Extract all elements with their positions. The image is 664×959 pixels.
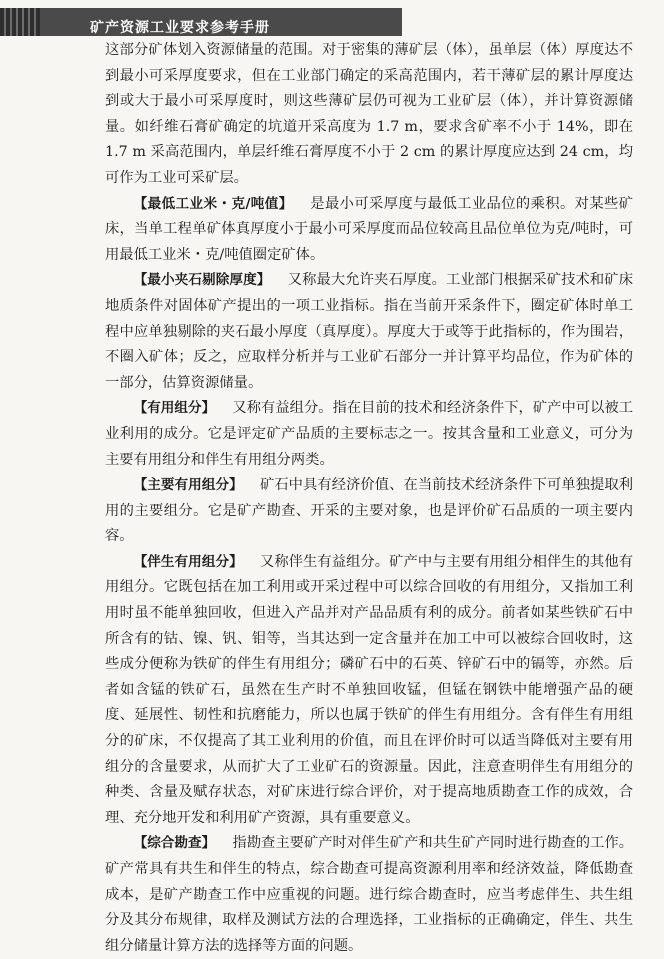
paragraph: [105, 550, 633, 832]
paragraph-text: 又称最大允许夹石厚度。工业部门根据采矿技术和矿床地质条件对固体矿产提出的一项工业指标。指在当前开采条件下，圈定矿体时单工程中应单独剔除的夹石最小厚度（真厚度）。厚度大于或等于此指标的，作为围岩，不圈入矿体；反之，应取样分析并与工业矿石部分一并计算平均品位，作为矿体的一部分，估算资源储量。: [105, 272, 633, 391]
paragraph-text: 这部分矿体划入资源储量的范围。对于密集的薄矿层（体），虽单层（体）厚度达不到最小可采厚度要求，但在工业部门确定的采高范围内，若干薄矿层的累计厚度达到或大于最小可采厚度时，则这些薄矿层仍可视为工业矿层（体），并计算资源储量。如纤维石膏矿确定的坑道开采高度为 1.7 m，要求含矿率不小于 14%，即在 1.7 m 采高范围内，单层纤维石膏厚度不小于 2 cm 的累计厚度应达到 24 cm，均可作为工业可采矿层。: [105, 42, 633, 186]
header-stripe-decoration: [0, 8, 40, 36]
term-heading: 【伴生有用组分】: [133, 553, 243, 570]
paragraph: [105, 473, 633, 550]
paragraph: [105, 831, 633, 959]
term-heading: 【有用组分】: [133, 400, 216, 417]
paragraph-text: 是最小可采厚度与最低工业品位的乘积。对某些矿床，当单工程单矿体真厚度小于最小可采厚度而品位较高且品位单位为克/吨时，可用最低工业米・克/吨值圈定矿体。: [105, 195, 634, 263]
paragraph-text: 矿石中具有经济价值、在当前技术经济条件下可单独提取利用的主要组分。它是矿产勘查、开采的主要对象，也是评价矿石品质的一项主要内容。: [105, 477, 634, 545]
paragraph-text: 又称伴生有益组分。矿产中与主要有用组分相伴生的其他有用组分。它既包括在加工利用或开采过程中可以综合回收的有用组分，又指加工利用时虽不能单独回收，但进入产品并对产品品质有利的成分。前者如某些铁矿石中所含有的钴、镍、钒、钼等，当其达到一定含量并在加工中可以被综合回收时，这些成分便称为铁矿的伴生有用组分；磷矿石中的石英、锌矿石中的镉等，亦然。后者如含锰的铁矿石，虽然在生产时不单独回收锰，但锰在钢铁中能增强产品的硬度、延展性、韧性和抗磨能力，所以也属于铁矿的伴生有用组分。含有伴生有用组分的矿床，不仅提高了其工业利用的价值，而且在评价时可以适当降低对主要有用组分的含量要求，从而扩大了工业矿石的资源量。因此，注意查明伴生有用组分的种类、含量及赋存状态，对矿床进行综合评价，对于提高地质勘查工作的成效，合理、充分地开发和利用矿产资源，具有重要意义。: [105, 553, 634, 826]
book-title: 矿产资源工业要求参考手册: [90, 20, 270, 36]
term-heading: 【主要有用组分】: [133, 477, 243, 494]
running-header: [0, 8, 402, 36]
paragraph-text: 指勘查主要矿产时对伴生矿产和共生矿产同时进行勘查的工作。矿产常具有共生和伴生的特点，综合勘查可提高资源利用率和经济效益，降低勘查成本，是矿产勘查工作中应重视的问题。进行综合勘查时，应当考虑伴生、共生组分及其分布规律，取样及测试方法的合理选择，工业指标的正确确定，伴生、共生组分储量计算方法的选择等方面的问题。: [105, 835, 634, 954]
term-heading: 【最低工业米・克/吨值】: [133, 195, 293, 212]
paragraph: [105, 38, 633, 192]
paragraph-text: 又称有益组分。指在目前的技术和经济条件下，矿产中可以被工业利用的成分。它是评定矿产品质的主要标志之一。按其含量和工业意义，可分为主要有用组分和伴生有用组分两类。: [105, 400, 634, 468]
body-text: [105, 38, 633, 959]
paragraph: [105, 396, 633, 473]
term-heading: 【综合勘查】: [133, 835, 216, 852]
term-heading: 【最小夹石剔除厚度】: [133, 272, 271, 289]
paragraph: [105, 268, 633, 396]
paragraph: [105, 192, 633, 269]
